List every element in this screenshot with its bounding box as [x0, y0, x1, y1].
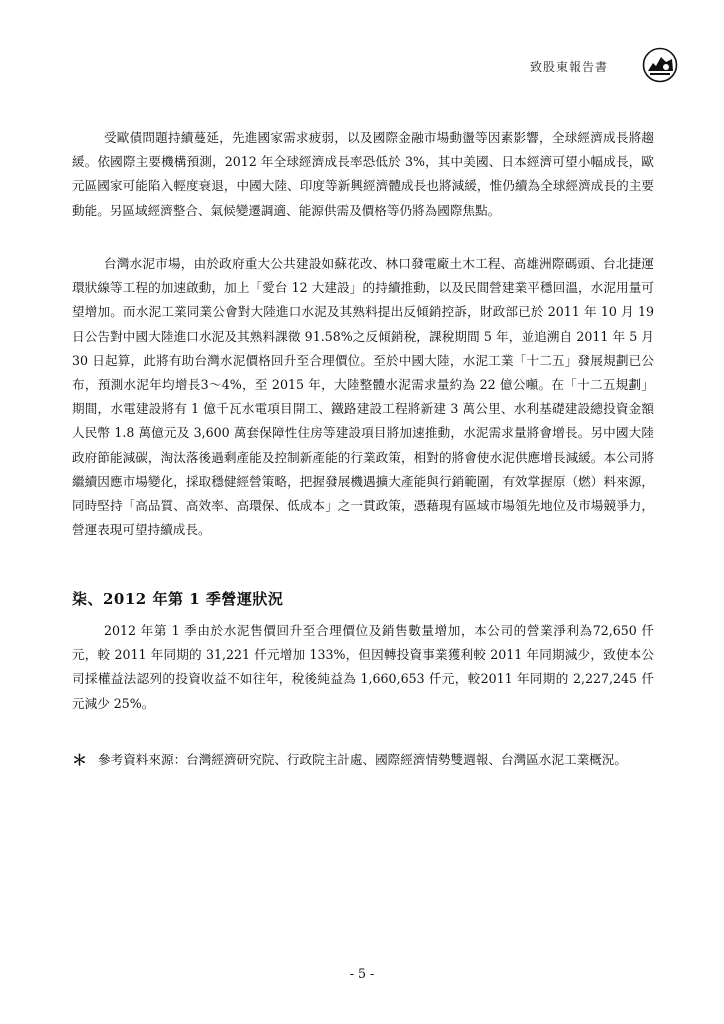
- footnote-marker: ＊: [72, 751, 88, 769]
- footnote: [72, 748, 654, 773]
- cement-market-paragraph: 台灣水泥市場，由於政府重大公共建設如蘇花改、林口發電廠土木工程、高雄洲際碼頭、台北捷運環狀線等工程的加速啟動，加上「愛台 12 大建設」的持續推動，以及民間營建業平穩回溫，水泥用量可望增加。而水泥工業同業公會對大陸進口水泥及其熟料提出反傾銷控訴，財政部已於 2011 年 10 月 19 日公告對中國大陸進口水泥及其熟料課徵 91.58%之反傾銷稅，課稅期間 5 年，並追溯自 2011 年 5 月 30 日起算，此將有助台灣水泥價格回升至合理價位。至於中國大陸，水泥工業「十二五」發展規劃已公布，預測水泥年均增長3～4%，至 2015 年，大陸整體水泥需求量約為 22 億公噸。在「十二五規劃」期間，水電建設將有 1 億千瓦水電項目開工、鐵路建設工程將新建 3 萬公里、水利基礎建設總投資金額人民幣 1.8 萬億元及 3,600 萬套保障性住房等建設項目將加速推動，水泥需求量將會增長。另中國大陸政府節能減碳，淘汰落後過剩產能及控制新產能的行業政策，相對的將會使水泥供應增長減緩。本公司將繼續因應市場變化，採取穩健經營策略，把握發展機遇擴大產能與行銷範圍，有效掌握原（燃）料來源，同時堅持「高品質、高效率、高環保、低成本」之一貫政策，憑藉現有區域市場領先地位及市場競爭力，營運表現可望持續成長。: [72, 256, 654, 538]
- section-heading: 柒、2012 年第 1 季營運狀況: [72, 590, 284, 608]
- economy-outlook-paragraph: 受歐債問題持續蔓延，先進國家需求疲弱，以及國際金融市場動盪等因素影響，全球經濟成長將趨緩。依國際主要機構預測，2012 年全球經濟成長率恐低於 3%，其中美國、日本經濟可望小幅成長，歐元區國家可能陷入輕度衰退，中國大陸、印度等新興經濟體成長也將減緩，惟仍續為全球經濟成長的主要動能。另區域經濟整合、氣候變遷調適、能源供需及價格等仍將為國際焦點。: [72, 130, 654, 218]
- page-number: - 5 -: [349, 966, 375, 981]
- q1-results-paragraph: 2012 年第 1 季由於水泥售價回升至合理價位及銷售數量增加，本公司的營業淨利為72,650 仟元，較 2011 年同期的 31,221 仟元增加 133%，但因轉投資事業獲利較 2011 年同期減少，致使本公司採權益法認列的投資收益不如往年，稅後純益為 1,660,653 仟元，較2011 年同期的 2,227,245 仟元減少 25%。: [72, 623, 654, 711]
- company-emblem-icon: [642, 47, 678, 83]
- report-title: 致股東報告書: [530, 60, 609, 74]
- footnote-text: 參考資料來源：台灣經濟研究院、行政院主計處、國際經濟情勢雙週報、台灣區水泥工業概況。: [98, 752, 627, 767]
